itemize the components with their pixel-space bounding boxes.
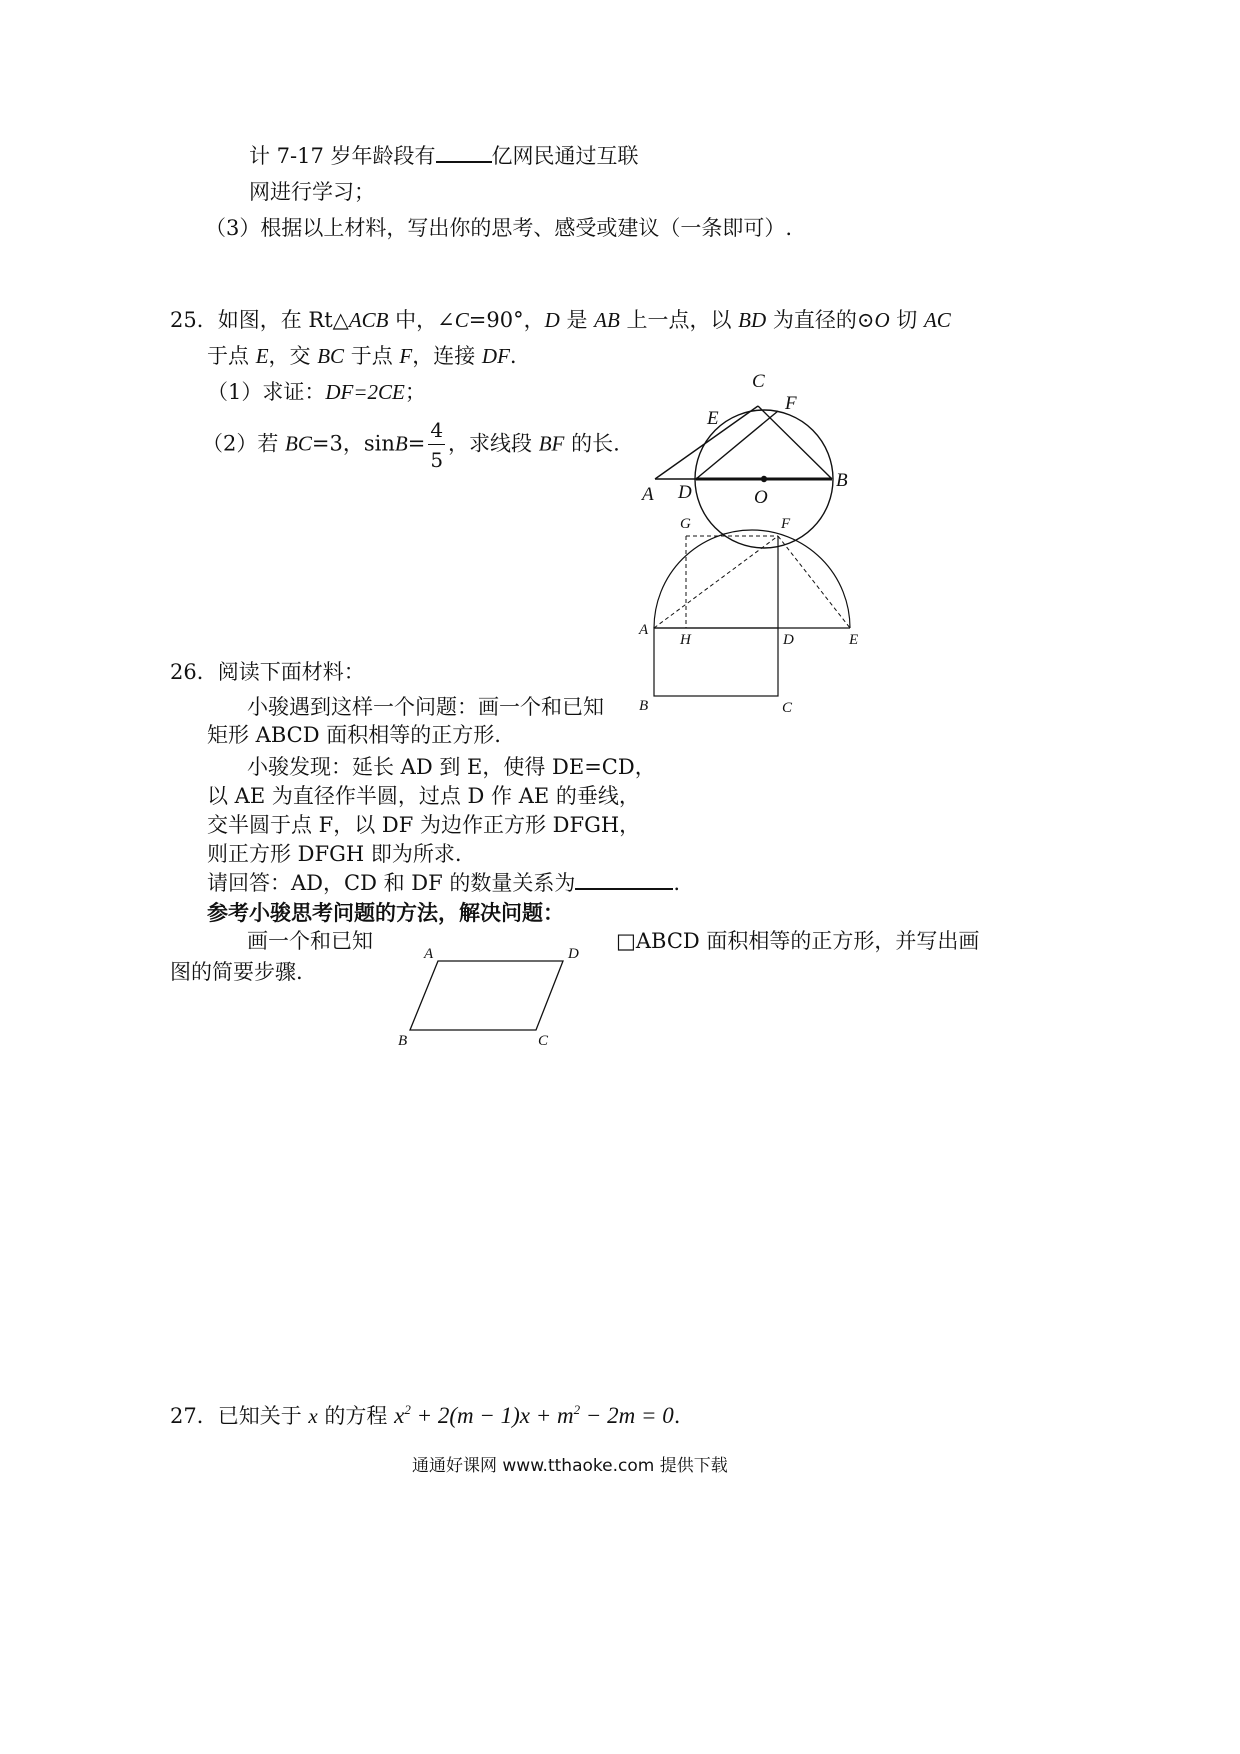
text: 请回答：AD，CD 和 DF 的数量关系为 (207, 871, 576, 895)
label-a: A (424, 946, 434, 962)
label-d: D (783, 632, 794, 648)
q26-reference: 参考小骏思考问题的方法，解决问题： (207, 900, 564, 925)
math-var: BC (317, 344, 345, 368)
math-var: DF (481, 344, 510, 368)
q26-p2-d: 则正方形 DFGH 即为所求. (207, 842, 462, 866)
math-var: C (454, 308, 469, 332)
label-e: E (849, 632, 859, 648)
text: （2）若 (202, 431, 286, 456)
math-expr: DF=2CE (325, 380, 405, 404)
math-var: AB (594, 308, 620, 332)
text: =3，sin (311, 431, 395, 456)
question-number: 25． (170, 308, 218, 332)
text: . (509, 344, 517, 368)
text: ，连接 (412, 344, 482, 368)
text: 已知关于 (217, 1404, 309, 1428)
equation: $x^2 + 2(m - 1)x + m^2 - 2m = 0$ (394, 1402, 674, 1428)
question-title: 阅读下面材料： (217, 660, 365, 684)
label-c: C (538, 1033, 549, 1049)
fraction (428, 418, 445, 472)
text: ； (404, 380, 426, 404)
text: . (673, 871, 681, 895)
q26-title (170, 662, 365, 683)
q26-task-a: 画一个和已知 (247, 929, 373, 953)
q27-line (170, 1403, 680, 1427)
q24-line1 (249, 146, 639, 167)
q26-p1-b: 矩形 ABCD 面积相等的正方形. (207, 723, 501, 747)
text: 于点 (344, 344, 400, 368)
q25-part2 (202, 418, 620, 472)
label-c: C (752, 371, 765, 392)
label-b: B (836, 470, 848, 491)
parallelogram-abcd (410, 961, 563, 1030)
label-f: F (785, 393, 797, 414)
label-b: B (398, 1033, 408, 1049)
segment-af (654, 536, 778, 628)
q25-part1 (207, 382, 426, 403)
text: ，交 (268, 344, 318, 368)
rectangle-abcd (654, 628, 778, 696)
label-c: C (782, 700, 793, 716)
label-f: F (781, 516, 791, 532)
semicircle-ae (654, 530, 850, 628)
label-d: D (678, 482, 692, 503)
text: = (407, 431, 426, 456)
math-var: D (544, 308, 560, 332)
text: 的长. (564, 431, 620, 456)
q26-p2-b: 以 AE 为直径作半圆，过点 D 作 AE 的垂线， (207, 784, 640, 808)
text: 为直径的⊙ (766, 308, 875, 332)
q26-p2-a: 小骏发现：延长 AD 到 E，使得 DE=CD， (247, 755, 656, 779)
label-d: D (568, 946, 579, 962)
math-var: BD (738, 308, 767, 332)
q26-p1-a: 小骏遇到这样一个问题：画一个和已知 (247, 695, 604, 719)
q24-part3: （3）根据以上材料，写出你的思考、感受或建议（一条即可）. (205, 216, 793, 240)
text: 的方程 (317, 1404, 395, 1428)
label-e: E (707, 408, 719, 429)
math-var: B (394, 431, 408, 456)
fraction-denominator: 5 (430, 448, 444, 472)
q26-task-b: □ABCD 面积相等的正方形，并写出画 (616, 929, 980, 953)
text: 上一点，以 (619, 308, 739, 332)
q25-line1 (170, 310, 951, 331)
text: 中，∠ (388, 308, 455, 332)
q24-line1-post: 亿网民通过互联 (491, 144, 639, 168)
text: 如图，在 Rt△ (217, 308, 349, 332)
question-number: 26． (170, 660, 218, 684)
math-var: BF (538, 431, 565, 456)
text: 是 (559, 308, 595, 332)
label-a: A (639, 622, 649, 638)
math-var: x (308, 1404, 318, 1428)
q24-line2: 网进行学习； (249, 180, 375, 204)
math-var: E (255, 344, 269, 368)
center-point-o (762, 477, 767, 482)
answer-blank (575, 887, 673, 890)
math-var: O (874, 308, 890, 332)
math-var: ACB (348, 308, 389, 332)
math-var: AC (923, 308, 951, 332)
q26-task-c: 图的简要步骤. (170, 960, 303, 984)
q26-p2-c: 交半圆于点 F，以 DF 为边作正方形 DFGH， (207, 813, 641, 837)
q24-line1-pre: 计 7-17 岁年龄段有 (249, 144, 436, 168)
text: 切 (889, 308, 924, 332)
text: ，求线段 (448, 431, 539, 456)
label-h: H (680, 632, 691, 648)
text: （1）求证： (207, 380, 326, 404)
text: . (673, 1404, 681, 1428)
dashed-lines (654, 536, 850, 628)
q25-line2 (207, 346, 517, 367)
label-a: A (642, 484, 654, 505)
label-b: B (639, 698, 649, 714)
q26-question (207, 873, 680, 894)
geometry-figures (630, 362, 890, 722)
q26-figure (654, 530, 850, 696)
text: =90°， (468, 308, 545, 332)
page-footer: 通通好课网 www.tthaoke.com 提供下载 (412, 1456, 728, 1476)
answer-blank (436, 160, 492, 163)
text: 于点 (207, 344, 256, 368)
math-var: F (399, 344, 413, 368)
label-g: G (680, 516, 691, 532)
question-number: 27． (170, 1404, 218, 1428)
math-var: BC (285, 431, 312, 456)
label-o: O (754, 487, 768, 508)
parallelogram-figure (390, 940, 590, 1055)
fraction-numerator: 4 (428, 418, 445, 445)
